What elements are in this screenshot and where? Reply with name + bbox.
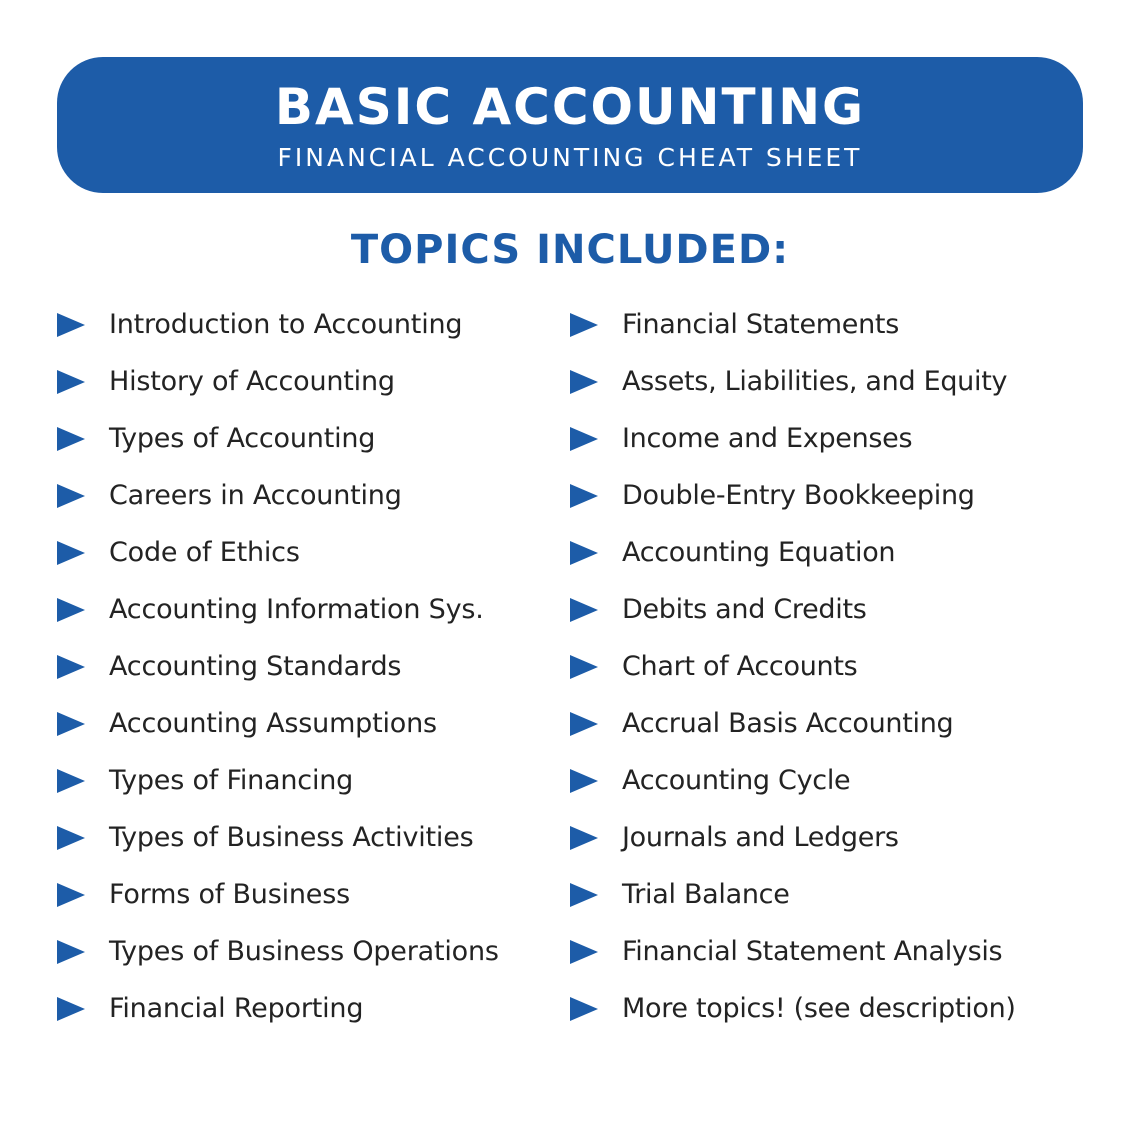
triangle-right-icon (57, 883, 85, 907)
topic-label: Financial Statements (622, 308, 899, 340)
triangle-right-icon (57, 484, 85, 508)
triangle-right-icon (57, 370, 85, 394)
list-item (57, 296, 569, 353)
list-item (57, 467, 569, 524)
triangle-right-icon (57, 769, 85, 793)
triangle-right-icon (570, 484, 598, 508)
list-item (57, 923, 569, 980)
list-item (57, 581, 569, 638)
triangle-right-icon (570, 997, 598, 1021)
triangle-right-icon (57, 826, 85, 850)
triangle-right-icon (570, 826, 598, 850)
list-item (57, 866, 569, 923)
list-item (57, 695, 569, 752)
page-title: BASIC ACCOUNTING (274, 78, 866, 136)
list-item (570, 353, 1080, 410)
topic-label: Accounting Assumptions (109, 707, 437, 739)
list-item (570, 410, 1080, 467)
list-item (570, 980, 1080, 1037)
topic-label: Trial Balance (622, 878, 790, 910)
topics-heading: TOPICS INCLUDED: (350, 227, 790, 273)
topics-list-right (570, 296, 1080, 1037)
topic-label: Accounting Cycle (622, 764, 851, 796)
list-item (57, 980, 569, 1037)
list-item (570, 638, 1080, 695)
topic-label: Code of Ethics (109, 536, 300, 568)
triangle-right-icon (57, 541, 85, 565)
topic-label: Accounting Information Sys. (109, 593, 484, 625)
topic-label: Careers in Accounting (109, 479, 402, 511)
triangle-right-icon (57, 712, 85, 736)
list-item (570, 695, 1080, 752)
topic-label: Types of Business Activities (109, 821, 474, 853)
list-item (570, 524, 1080, 581)
triangle-right-icon (57, 313, 85, 337)
topic-label: Accounting Standards (109, 650, 402, 682)
topic-label: Accrual Basis Accounting (622, 707, 954, 739)
triangle-right-icon (57, 940, 85, 964)
topic-label: Assets, Liabilities, and Equity (622, 365, 1008, 397)
triangle-right-icon (57, 427, 85, 451)
triangle-right-icon (57, 598, 85, 622)
topic-label: Types of Business Operations (109, 935, 499, 967)
list-item (570, 296, 1080, 353)
list-item (570, 809, 1080, 866)
topic-label: Introduction to Accounting (109, 308, 463, 340)
topic-label: Income and Expenses (622, 422, 913, 454)
list-item (570, 866, 1080, 923)
topic-label: History of Accounting (109, 365, 395, 397)
topic-label: Debits and Credits (622, 593, 867, 625)
triangle-right-icon (570, 883, 598, 907)
triangle-right-icon (570, 712, 598, 736)
list-item (570, 581, 1080, 638)
topic-label: Chart of Accounts (622, 650, 858, 682)
topic-label: Financial Statement Analysis (622, 935, 1003, 967)
triangle-right-icon (570, 541, 598, 565)
list-item (57, 353, 569, 410)
topic-label: Journals and Ledgers (622, 821, 899, 853)
list-item (57, 809, 569, 866)
topic-label: Types of Financing (109, 764, 354, 796)
triangle-right-icon (570, 940, 598, 964)
topic-label: More topics! (see description) (622, 992, 1016, 1024)
triangle-right-icon (570, 598, 598, 622)
list-item (570, 752, 1080, 809)
topic-label: Financial Reporting (109, 992, 364, 1024)
list-item (57, 524, 569, 581)
topics-list-left (57, 296, 569, 1037)
triangle-right-icon (570, 370, 598, 394)
triangle-right-icon (57, 997, 85, 1021)
topic-label: Forms of Business (109, 878, 350, 910)
topic-label: Double-Entry Bookkeeping (622, 479, 975, 511)
title-banner (57, 57, 1083, 193)
triangle-right-icon (570, 427, 598, 451)
triangle-right-icon (57, 655, 85, 679)
page-subtitle: FINANCIAL ACCOUNTING CHEAT SHEET (277, 143, 863, 172)
list-item (57, 752, 569, 809)
triangle-right-icon (570, 655, 598, 679)
list-item (57, 638, 569, 695)
triangle-right-icon (570, 313, 598, 337)
list-item (570, 467, 1080, 524)
list-item (57, 410, 569, 467)
triangle-right-icon (570, 769, 598, 793)
topic-label: Accounting Equation (622, 536, 896, 568)
list-item (570, 923, 1080, 980)
topic-label: Types of Accounting (109, 422, 376, 454)
